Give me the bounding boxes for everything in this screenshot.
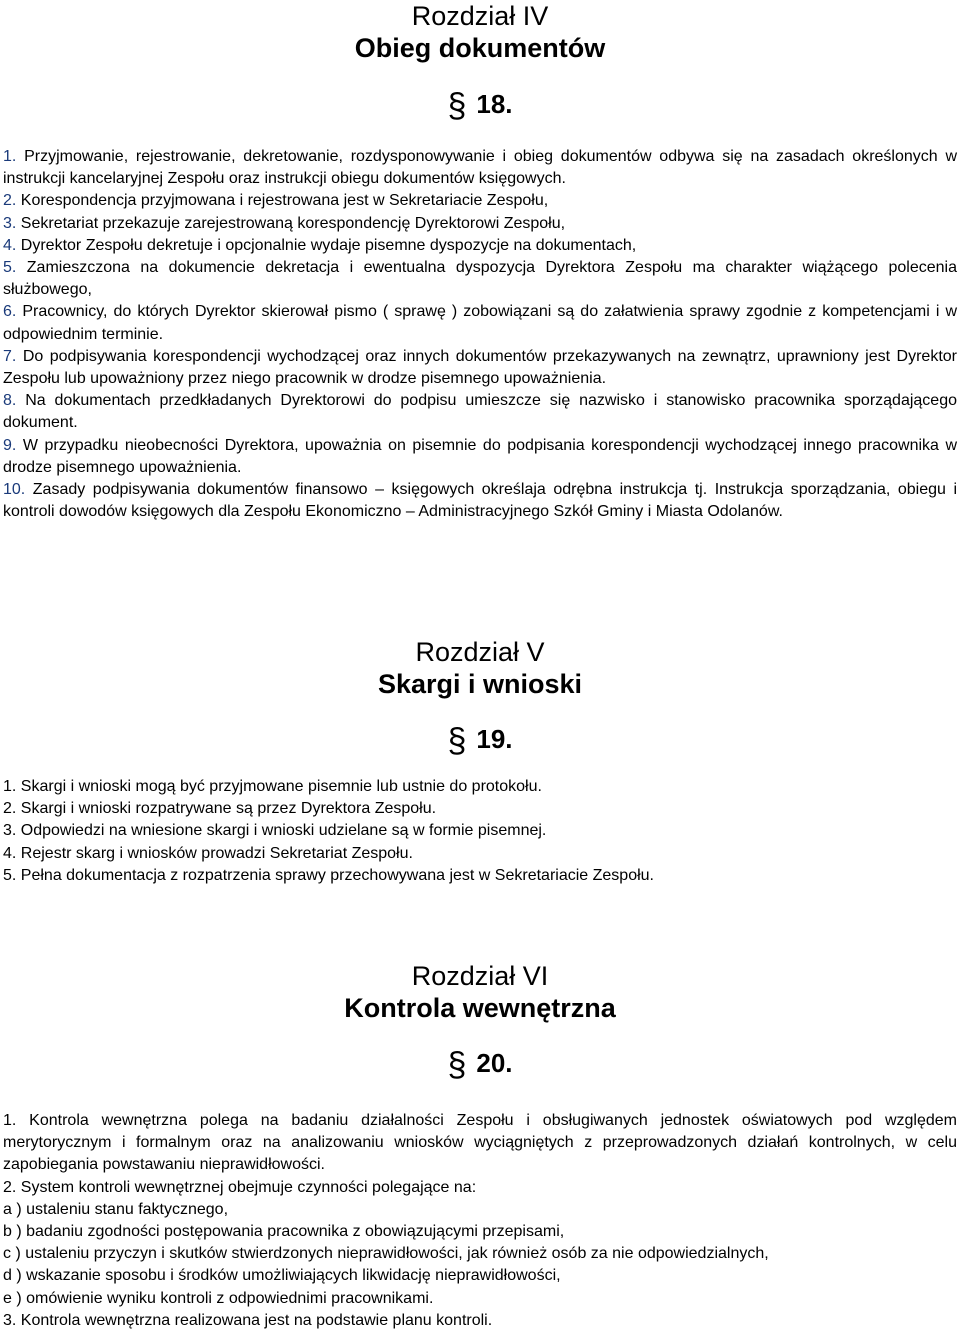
list-item: b ) badaniu zgodności postępowania pracownika z obowiązującymi przepisami, — [3, 1223, 565, 1241]
paragraph-heading — [0, 722, 960, 760]
list-item: 2. System kontroli wewnętrznej obejmuje czynności polegające na: — [3, 1178, 477, 1196]
section-chapter-5 — [0, 636, 960, 760]
section-sign: § — [447, 722, 467, 760]
chapter-number: Rozdział V — [415, 637, 545, 667]
list-item: c ) ustaleniu przyczyn i skutków stwierdzonych nieprawidłowości, jak również osób za nie odpowiedzialnych, — [3, 1245, 769, 1263]
item-number: 9. — [3, 436, 17, 454]
list-item — [3, 479, 957, 523]
item-number: 4. — [3, 236, 17, 254]
list-item — [3, 257, 957, 301]
list-item — [3, 190, 957, 212]
item-text: Dyrektor Zespołu dekretuje i opcjonalnie wydaje pisemne dyspozycje na dokumentach, — [16, 236, 637, 254]
paragraph-heading — [0, 87, 960, 125]
item-number: 8. — [3, 392, 17, 410]
list-item — [3, 390, 957, 434]
list-item: 2. Skargi i wnioski rozpatrywane są przez Dyrektora Zespołu. — [3, 800, 437, 818]
chapter-title: Kontrola wewnętrzna — [344, 993, 616, 1023]
item-text: Korespondencja przyjmowana i rejestrowana jest w Sekretariacie Zespołu, — [16, 192, 549, 210]
list-item: 3. Odpowiedzi na wniesione skargi i wnioski udzielane są w formie pisemnej. — [3, 822, 547, 840]
list-item: 1. Skargi i wnioski mogą być przyjmowane pisemnie lub ustnie do protokołu. — [3, 778, 542, 795]
paragraph-number: 20. — [476, 1048, 513, 1078]
item-text: Pracownicy, do których Dyrektor skierował pismo ( sprawę ) zobowiązani są do załatwienia sprawy zgodnie z kompetencjami i w odpowiednim terminie. — [3, 303, 957, 343]
list-item — [3, 301, 957, 345]
list-item: 4. Rejestr skarg i wniosków prowadzi Sekretariat Zespołu. — [3, 844, 413, 862]
item-list — [3, 1110, 957, 1332]
item-number: 3. — [3, 214, 17, 232]
list-item — [3, 146, 957, 190]
list-item: e ) omówienie wyniku kontroli z odpowiednimi pracownikami. — [3, 1289, 434, 1307]
item-number: 2. — [3, 192, 17, 210]
list-item: d ) wskazanie sposobu i środków umożliwiających likwidację nieprawidłowości, — [3, 1267, 561, 1285]
list-item: a ) ustaleniu stanu faktycznego, — [3, 1200, 229, 1218]
list-item — [3, 346, 957, 390]
list-item — [3, 235, 957, 257]
item-text: Przyjmowanie, rejestrowanie, dekretowanie, rozdysponowywanie i obieg dokumentów odbywa się na zasadach określonych w instrukcji kancelaryjnej Zespołu oraz instrukcji obiegu dokumentów księgowych. — [3, 148, 957, 188]
section-sign: § — [447, 1046, 467, 1084]
list-item: 3. Kontrola wewnętrzna realizowana jest na podstawie planu kontroli. — [3, 1311, 493, 1329]
item-text: Na dokumentach przedkładanych Dyrektorowi do podpisu umieszcze się nazwisko i stanowisko pracownika sporządającego dokument. — [3, 392, 957, 432]
paragraph-number: 18. — [476, 89, 513, 119]
item-text: Sekretariat przekazuje zarejestrowaną korespondencję Dyrektorowi Zespołu, — [16, 214, 566, 232]
chapter-title: Obieg dokumentów — [354, 33, 606, 63]
item-list — [3, 776, 957, 887]
item-text: W przypadku nieobecności Dyrektora, upoważnia on pisemnie do podpisania korespondencji wychodzącej innego pracownika w drodze pisemnego upoważnienia. — [3, 436, 957, 476]
list-item — [3, 213, 957, 235]
chapter-heading — [0, 636, 960, 700]
item-number: 6. — [3, 303, 17, 321]
list-item — [3, 435, 957, 479]
chapter-heading — [0, 960, 960, 1024]
chapter-number: Rozdział VI — [411, 961, 549, 991]
chapter-number: Rozdział IV — [411, 1, 549, 31]
item-list — [3, 146, 957, 523]
paragraph-number: 19. — [476, 724, 513, 754]
list-item: 5. Pełna dokumentacja z rozpatrzenia sprawy przechowywana jest w Sekretariacie Zespołu. — [3, 866, 654, 884]
section-chapter-6 — [0, 960, 960, 1084]
section-sign: § — [447, 87, 467, 125]
item-number: 1. — [3, 148, 17, 165]
item-text: Zasady podpisywania dokumentów finansowo – księgowych określaja odrębna instrukcja tj. Instrukcja sporządzania, obiegu i kontroli dowodów księgowych dla Zespołu Ekonomiczno – Administracyjnego Szkół Gminy i Miasta Odolanów. — [3, 481, 957, 521]
chapter-heading — [0, 0, 960, 64]
chapter-title: Skargi i wnioski — [377, 669, 583, 699]
item-number: 7. — [3, 347, 17, 365]
item-text: Zamieszczona na dokumencie dekretacja i ewentualna dyspozycja Dyrektora Zespołu ma charakter wiążącego polecenia służbowego, — [3, 259, 957, 299]
item-number: 10. — [3, 481, 26, 499]
paragraph-heading — [0, 1046, 960, 1084]
item-number: 5. — [3, 259, 17, 277]
list-item: 1. Kontrola wewnętrzna polega na badaniu działalności Zespołu i obsługiwanych jednostek oświatowych pod względem merytorycznym i formalnym oraz na analizowaniu wniosków wyciągniętych z przeprowadzonych działań kontrolnych, w celu zapobiegania powstawaniu nieprawidłowości. — [3, 1112, 957, 1174]
section-chapter-4 — [0, 0, 960, 125]
item-text: Do podpisywania korespondencji wychodzącej oraz innych dokumentów przekazywanych na zewnątrz, uprawniony jest Dyrektor Zespołu lub upoważniony przez niego pracownik w drodze pisemnego upoważnienia. — [3, 347, 957, 388]
